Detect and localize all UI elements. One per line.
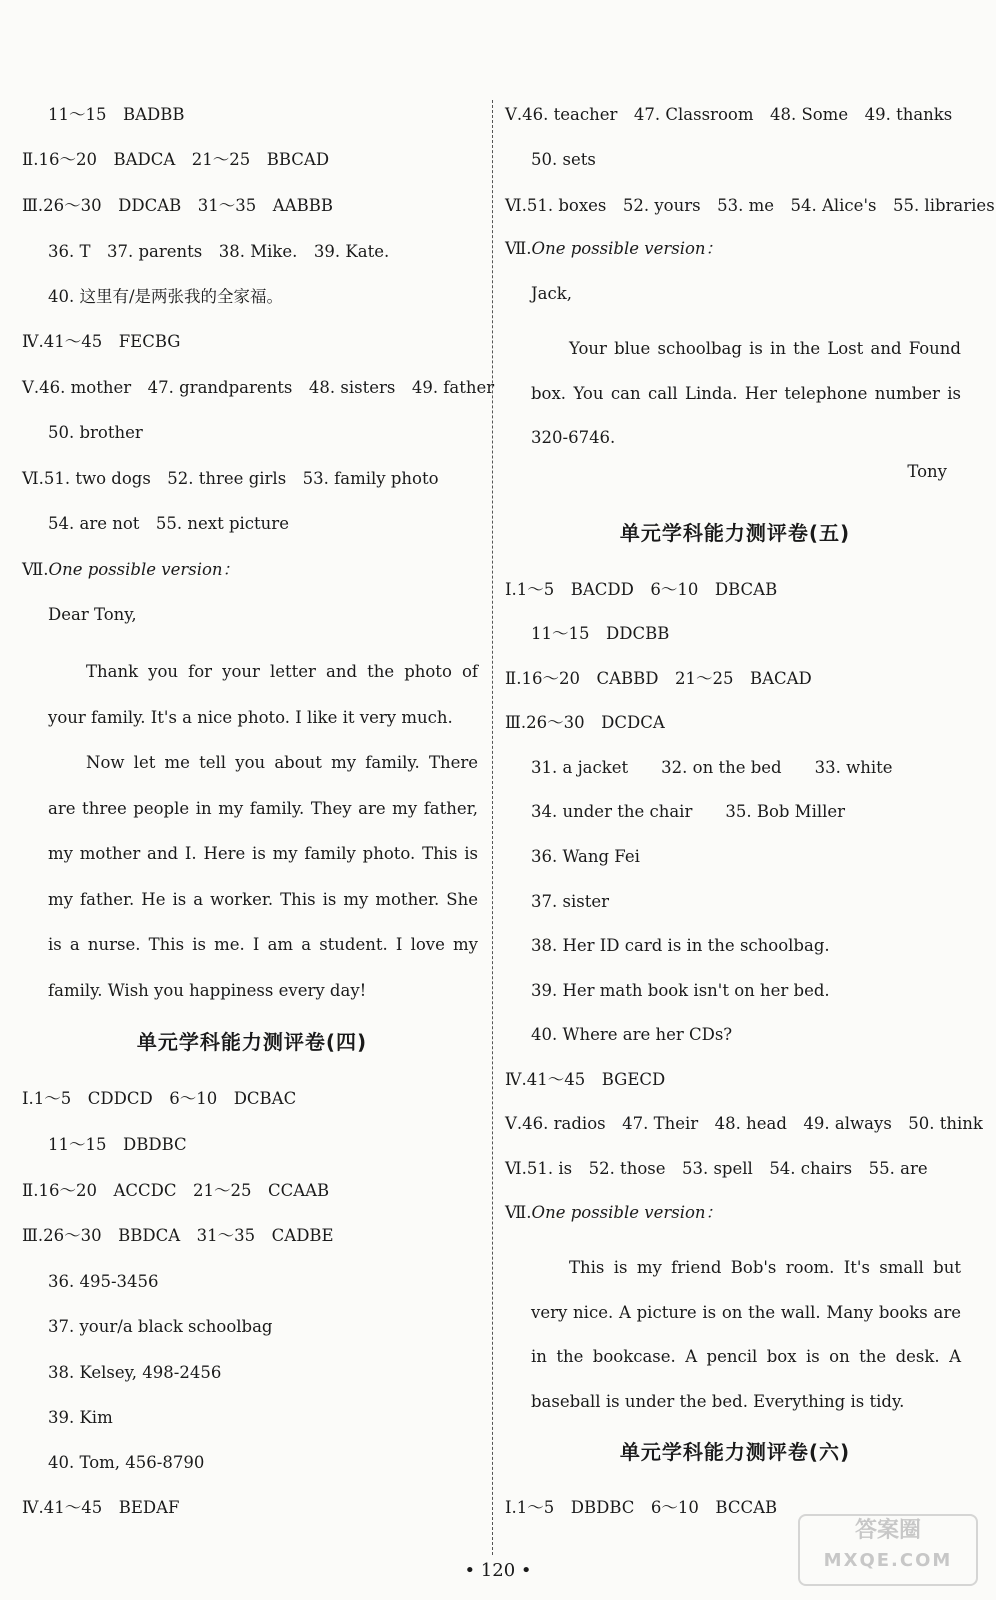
answer-line: Ⅲ.26～30 DCDCA	[505, 713, 665, 732]
answer-line: 38. Kelsey, 498-2456	[48, 1363, 222, 1382]
answer-line: Ⅰ.1～5 DBDBC 6～10 BCCAB	[505, 1498, 778, 1517]
answer-line: 40. Tom, 456-8790	[48, 1453, 205, 1472]
answer-line: Ⅰ.1～5 CDDCD 6～10 DCBAC	[22, 1089, 297, 1108]
answer-line: Ⅳ.41～45 BEDAF	[22, 1498, 180, 1517]
answer-line: 38. Her ID card is in the schoolbag.	[531, 936, 830, 955]
answer-line: 37. sister	[531, 892, 609, 911]
answer-line: 40. Where are her CDs?	[531, 1025, 733, 1044]
answer-line: 36. Wang Fei	[531, 847, 640, 866]
answer-line: Jack,	[531, 284, 572, 303]
letter-paragraph-1: Thank you for your letter and the photo of your family. It's a nice photo. I like it very much.	[48, 662, 478, 727]
answer-line: 31. a jacket 32. on the bed 33. white	[531, 758, 893, 777]
page-number: • 120 •	[464, 1560, 532, 1581]
version-label: Ⅶ.One possible version：	[22, 560, 240, 579]
answer-line: 36. 495-3456	[48, 1272, 159, 1291]
answer-line: 50. sets	[531, 150, 596, 169]
answer-line: Ⅴ.46. teacher 47. Classroom 48. Some 49. thanks	[505, 105, 953, 124]
answer-line: Dear Tony,	[48, 605, 137, 624]
answer-line: 39. Kim	[48, 1408, 113, 1427]
section-heading-4: 单元学科能力测评卷(四)	[136, 1030, 368, 1054]
note-paragraph: Your blue schoolbag is in the Lost and Found box. You can call Linda. Her telephone number is 320-6746.	[531, 339, 961, 447]
section-heading-5: 单元学科能力测评卷(五)	[619, 521, 851, 545]
answer-line: Ⅱ.16～20 ACCDC 21～25 CCAAB	[22, 1181, 330, 1200]
letter-paragraph-2: Now let me tell you about my family. There are three people in my family. They are my father, my mother and I. Here is my family photo. This is my father. He is a worker. This is my mother. She is a nurse. This is me. I am a student. I love my family. Wish you happiness every day!	[48, 753, 478, 1000]
answer-line: Ⅳ.41～45 BGECD	[505, 1070, 666, 1089]
answer-line: Ⅱ.16～20 CABBD 21～25 BACAD	[505, 669, 812, 688]
answer-line: 54. are not 55. next picture	[48, 514, 289, 533]
answer-line: 11～15 DBDBC	[48, 1135, 187, 1154]
version-label: Ⅶ.One possible version：	[505, 239, 723, 258]
version-label-2: Ⅶ.One possible version：	[505, 1203, 723, 1222]
answer-line: Ⅵ.51. two dogs 52. three girls 53. family photo	[22, 469, 439, 488]
watermark-logo	[798, 1514, 978, 1586]
watermark-title: 答案圈	[854, 1518, 921, 1543]
section-heading-6: 单元学科能力测评卷(六)	[619, 1440, 851, 1464]
answer-line: 50. brother	[48, 423, 143, 442]
answer-line: 40. 这里有/是两张我的全家福。	[48, 287, 284, 306]
column-divider	[492, 100, 493, 1555]
answer-line: Ⅲ.26～30 BBDCA 31～35 CADBE	[22, 1226, 334, 1245]
room-paragraph: This is my friend Bob's room. It's small but very nice. A picture is on the wall. Many books are in the bookcase. A pencil box is on the desk. A baseball is under the bed. Everything is tidy.	[531, 1258, 961, 1411]
answer-line: Ⅰ.1～5 BACDD 6～10 DBCAB	[505, 580, 778, 599]
answer-line: 11～15 BADBB	[48, 105, 185, 124]
answer-line: 36. T 37. parents 38. Mike. 39. Kate.	[48, 242, 390, 261]
answer-line: 34. under the chair 35. Bob Miller	[531, 802, 846, 821]
answer-line: Ⅵ.51. boxes 52. yours 53. me 54. Alice's 55. libraries	[505, 196, 995, 215]
answer-line: Ⅲ.26～30 DDCAB 31～35 AABBB	[22, 196, 333, 215]
answer-line: Ⅵ.51. is 52. those 53. spell 54. chairs 55. are	[505, 1159, 928, 1178]
answer-line: 39. Her math book isn't on her bed.	[531, 981, 830, 1000]
signature: Tony	[907, 462, 947, 481]
answer-line: Ⅱ.16～20 BADCA 21～25 BBCAD	[22, 150, 330, 169]
answer-line: Ⅴ.46. radios 47. Their 48. head 49. always 50. think	[505, 1114, 983, 1133]
answer-line: 11～15 DDCBB	[531, 624, 670, 643]
answer-line: Ⅳ.41～45 FECBG	[22, 332, 181, 351]
watermark-url: MXQE.COM	[823, 1550, 953, 1571]
answer-line: Ⅴ.46. mother 47. grandparents 48. sisters 49. father	[22, 378, 495, 397]
answer-line: 37. your/a black schoolbag	[48, 1317, 273, 1336]
